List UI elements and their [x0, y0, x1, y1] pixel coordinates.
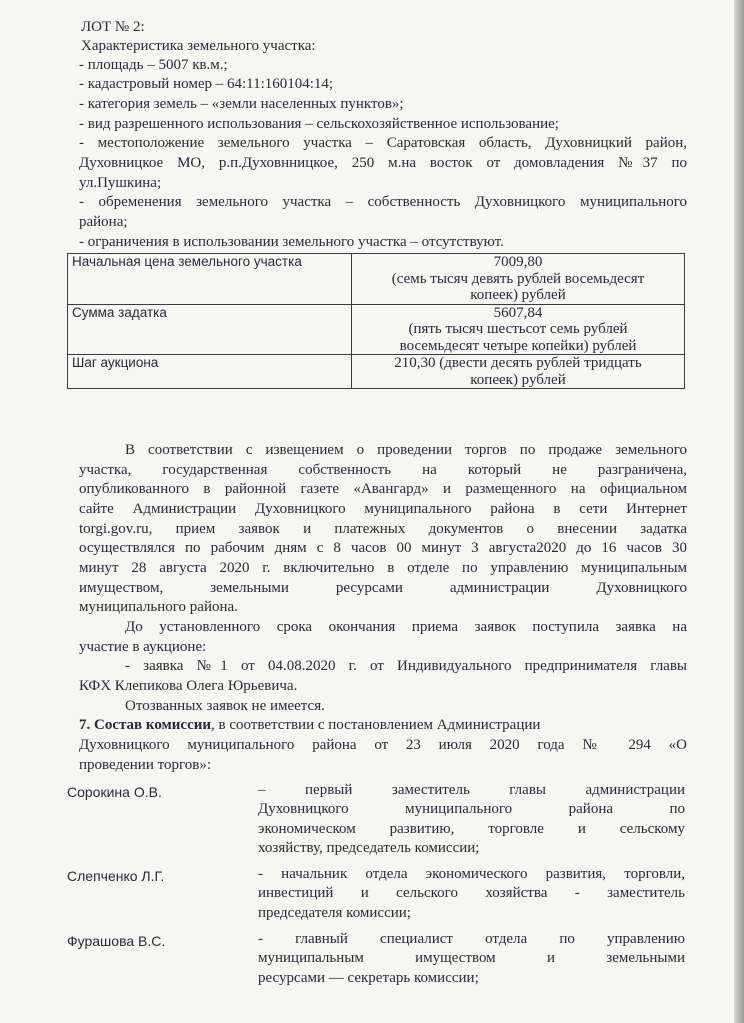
page-edge-shadow [734, 0, 744, 1023]
start-price-amount: 7009,80 [493, 254, 543, 270]
para1-line-9: муниципального района. [79, 599, 238, 615]
deposit-words-1: (пять тысяч шестьсот семь рублей [408, 321, 628, 337]
member-role-sorokina-1: – первый заместитель главы администрации [258, 782, 685, 798]
para1-line-4: сайте Администрации Духовницкого муниципального района в сети Интернет [79, 501, 687, 517]
application-line-1: - заявка №1 от 04.08.2020 г. от Индивидуального предпринимателя главы [125, 658, 687, 674]
start-price-value [352, 254, 685, 305]
member-role-slepchenko-2: инвестиций и сельского хозяйства - заместитель [258, 885, 685, 901]
deposit-words-2: восемьдесят четыре копейки) рублей [399, 337, 637, 354]
characteristics-heading: Характеристика земельного участка: [81, 38, 316, 54]
member-name-sorokina: Сорокина О.В. [67, 784, 162, 800]
location-line-2: Духовницкое МО, р.п.Духовнницкое, 250 м.на восток от домовладения №37 по [79, 155, 687, 171]
member-role-sorokina-4: хозяйству, председатель комиссии; [258, 840, 480, 856]
member-role-slepchenko-1: - начальник отдела экономического развития, торговли, [258, 866, 685, 882]
deposit-label: Сумма задатка [68, 304, 352, 355]
para1-line-7: минут 28 августа 2020 г. включительно в отделе по управлению муниципальным [79, 560, 687, 576]
table-row [68, 355, 685, 389]
usage-line: - вид разрешенного использования – сельскохозяйственное использование; [79, 116, 559, 132]
location-line-1: - местоположение земельного участка – Саратовская область, Духовницкий район, [79, 135, 687, 151]
member-role-furashova-2: муниципальным имуществом и земельными [258, 950, 685, 966]
member-role-sorokina-3: экономическом развитию, торговле и сельскому [258, 821, 685, 837]
encumbrance-line-2: района; [79, 214, 128, 230]
member-role-slepchenko-3: председателя комиссии; [258, 905, 411, 921]
member-name-furashova: Фурашова В.С. [67, 933, 166, 949]
section7-heading: 7. Состав комиссии [79, 717, 212, 733]
section7-line-1-rest: , в соответствии с постановлением Администрации [211, 717, 541, 733]
table-row [68, 304, 685, 355]
para1-line-6: осуществлялся по рабочим дням с 8 часов 00 минут 3 августа2020 до 16 часов 30 [79, 540, 687, 556]
para2-line-2: участие в аукционе: [79, 639, 207, 655]
table-row [68, 254, 685, 305]
deposit-amount: 5607,84 [493, 304, 543, 321]
para1-line-5: torgi.gov.ru, прием заявок и платежных документов о внесении задатка [79, 521, 687, 537]
member-role-sorokina-2: Духовницкого муниципального района по [258, 801, 685, 817]
member-name-slepchenko: Слепченко Л.Г. [67, 868, 165, 884]
start-price-words-2: копеек) рублей [470, 287, 566, 303]
section7-line-1 [79, 717, 687, 734]
withdrawn-line: Отозванных заявок не имеется. [125, 698, 325, 714]
para1-line-1: В соответствии с извещением о проведении торгов по продаже земельного [125, 442, 687, 458]
cadastral-line: - кадастровый номер – 64:11:160104:14; [79, 76, 334, 92]
para1-line-2: участка, государственная собственность на который не разграничена, [79, 462, 687, 478]
location-line-3: ул.Пушкина; [79, 175, 162, 191]
section7-line-2: Духовницкого муниципального района от 23 июля 2020 года № 294 «О [79, 737, 687, 753]
lot-title: ЛОТ № 2: [81, 19, 145, 35]
member-role-furashova-3: ресурсами — секретарь комиссии; [258, 970, 479, 986]
member-role-furashova-1: - главный специалист отдела по управлению [258, 931, 685, 947]
restrictions-line: - ограничения в использовании земельного участка – отсутствуют. [79, 234, 504, 250]
para1-line-8: имуществом, земельными ресурсами администрации Духовницкого [79, 580, 687, 596]
auction-step-label: Шаг аукциона [68, 355, 352, 389]
price-table [67, 253, 685, 389]
encumbrance-line-1: - обременения земельного участка – собственность Духовницкого муниципального [79, 194, 687, 210]
auction-step-amount: 210,30 (двести десять рублей тридцать [394, 355, 642, 371]
application-line-2: КФХ Клепикова Олега Юрьевича. [79, 678, 298, 694]
category-line: - категория земель – «земли населенных пунктов»; [79, 96, 404, 112]
auction-step-value [352, 355, 685, 389]
deposit-value [352, 304, 685, 355]
section7-line-3: проведении торгов»: [79, 757, 211, 773]
para2-line-1: До установленного срока окончания приема заявок поступила заявка на [125, 619, 687, 635]
auction-step-words: копеек) рублей [470, 371, 566, 388]
para1-line-3: опубликованного в районной газете «Авангард» и размещенного на официальном [79, 481, 687, 497]
area-line: - площадь – 5007 кв.м.; [79, 57, 228, 73]
start-price-label: Начальная цена земельного участка [68, 254, 352, 305]
start-price-words-1: (семь тысяч девять рублей восемьдесят [391, 270, 645, 287]
